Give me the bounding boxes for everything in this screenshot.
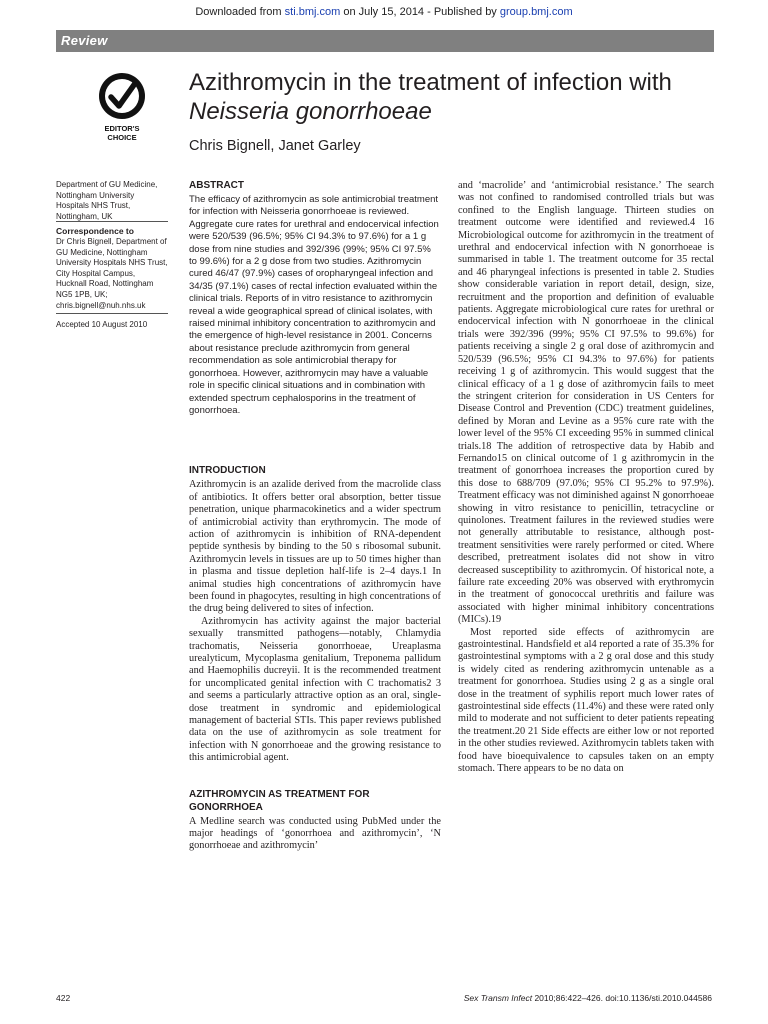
right-column-paragraph-2: Most reported side effects of azithromycin are gastrointestinal. Handsfield et al4 reported a rate of 35.3% for gastrointestinal symptoms with a 2 g oral dose and this study is widely cited as rendering azithromycin untenable as a treatment for gonorrhoea. Studies using 2 g as a single oral dose in the treatment of syphilis report much lower rates of gastrointestinal side effects (11.4%) and these were rated only mild to moderate and not sufficient to deter patients repeating the treatment.20 21 Side effects are either low or not reported in the other studies reviewed. Azithromycin tablets taken with food have bioequivalence to capsules taken on an empty stomach. There appears to be no data on xyxy=(458,626,714,775)
page-number: 422 xyxy=(56,993,71,1003)
introduction-heading: INTRODUCTION xyxy=(189,465,266,477)
checkmark-icon xyxy=(99,73,145,119)
title-line-2: Neisseria gonorrhoeae xyxy=(189,98,432,125)
article-title xyxy=(189,68,709,126)
accepted-date: Accepted 10 August 2010 xyxy=(56,320,148,329)
section-label: Review xyxy=(61,33,108,48)
download-notice: Downloaded from sti.bmj.com on July 15, 2014 - Published by group.bmj.com xyxy=(195,6,573,18)
journal-citation xyxy=(464,993,712,1003)
introduction-paragraph-1: Azithromycin is an azalide derived from the macrolide class of antibiotics. It offers better oral absorption, better tissue penetration, unique pharmacokinetics and a wider spectrum of antimicrobial activity than erythromycin. The mode of action of azithromycin is inhibition of RNA-dependent peptide synthesis by binding to the 50 s ribosomal subunit. Azithromycin levels in tissues are up to 50 times higher than in plasma and tissue depletion half-life is 2–4 days.1 In animal studies high concentrations of azithromycin have been found in phagocytes, resulting in high concentrations of the drug being delivered to sites of infection. xyxy=(189,479,441,615)
sidebar-divider xyxy=(56,221,168,222)
affiliation: Department of GU Medicine, Nottingham University Hospitals NHS Trust, Nottingham, UK xyxy=(56,180,158,221)
middle-column xyxy=(189,180,441,853)
right-column xyxy=(458,180,714,776)
sti-link[interactable]: sti.bmj.com xyxy=(284,6,341,18)
editors-choice-badge xyxy=(94,73,150,142)
right-column-paragraph-1: and ‘macrolide’ and ‘antimicrobial resistance.’ The search was not confined to randomised controlled trials but was confined to the English language. Thirteen studies on treatment outcome were identified and reviewed.4 16 Microbiological outcome for azithromycin in the treatment of urethral and endocervical infection with N gonorrhoeae is summarised in table 1. The treatment outcome for 35 rectal and 46 pharyngeal infections is presented in table 2. Studies show considerable variation in report detail, design, size, recruitment and the proportion and definition of evaluable patients. Aggregate microbiological cure rates for urethral or endocervical infection with N gonorrhoeae in the clinical trials were 392/396 (99%; 95% CI 97.5% to 99.6%) for patients receiving a single 2 g oral dose of azithromycin and 520/539 (96.5%; 95% CI 94.3% to 97.6%) for patients receiving 1 g of azithromycin. This would suggest that the clinical efficacy of a 1 g dose of azithromycin fails to meet the stringent criterion for consideration in US Centers for Disease Control and Prevention (CDC) treatment guidelines, defined by Moran and Levine as a 95% cure rate with the lower level of the 95% CI exceeding 95% in summed clinical trials.18 The addition of retrospective data by Habib and Fernando15 on clinical outcome of 1 g azithromycin in the treatment of gonorrhoea increases the proportion cured by this dose to 688/709 (97.0%; 95% CI 95.2% to 97.9%). Treatment efficacy was not diminished against N gonorrhoeae showing in vitro resistance to penicillin, tetracycline or quinolones. Treatment failures in the reviewed studies were not generally attributable to resistance, although post-treatment sensitivities were rarely performed or cited. Where described, pretreatment isolates did not show in vitro decreased susceptibility to azithromycin. Of historical note, a failure rate exceeding 20% was observed with erythromycin in the treatment of gonococcal urethritis and failure was associated with higher minimal inhibitory concentrations (MICs).19 xyxy=(458,180,714,626)
authors: Chris Bignell, Janet Garley xyxy=(189,138,361,154)
correspondence-address: Dr Chris Bignell, Department of GU Medicine, Nottingham University Hospitals NHS Trust, City Hospital Campus, Hucknall Road, Nottingham NG5 1PB, UK; chris.bignell@nuh.nhs.uk xyxy=(56,237,168,310)
journal-name: Sex Transm Infect xyxy=(463,993,533,1003)
azithromycin-section-paragraph: A Medline search was conducted using PubMed under the major headings of ‘gonorrhoea and azithromycin’, ‘N gonorrhoeae and azithromycin’ xyxy=(189,815,441,852)
badge-line-2: CHOICE xyxy=(107,133,137,142)
azithromycin-section-heading: AZITHROMYCIN AS TREATMENT FOR GONORRHOEA xyxy=(189,788,370,813)
correspondence-heading: Correspondence to xyxy=(56,226,134,236)
citation-details: 2010;86:422–426. doi:10.1136/sti.2010.044586 xyxy=(532,993,712,1003)
introduction-paragraph-2: Azithromycin has activity against the major bacterial sexually transmitted pathogens—notably, Chlamydia trachomatis, Neisseria gonorrhoeae, Ureaplasma urealyticum, Mycoplasma genitalium, Treponema pallidum and Haemophilis ducreyii. It is the recommended treatment for uncomplicated genital infection with C trachomatis2 3 and seems a particularly attractive option as an oral, single-dose treatment in syndromic and epidemiological management of bacterial STIs. This paper reviews published data on the use of azithromycin as sole treatment for infection with N gonorrhoeae and the growing resistance to this antimicrobial agent. xyxy=(189,615,441,764)
badge-line-1: EDITOR'S xyxy=(104,124,140,133)
sidebar-divider xyxy=(56,313,168,314)
abstract-text: The efficacy of azithromycin as sole antimicrobial treatment for infection with Neisseria gonorrhoeae is reviewed. Aggregate cure rates for urethral and endocervical infection were 520/539 (96.5%; 95% CI 94.3% to 97.6%) for a 1 g dose from nine studies and 392/396 (99%; 95% CI 97.5% to 99.6%) for a 2 g dose from two studies. Azithromycin cured 46/47 (97.9%) cases of oropharyngeal infection and 34/35 (97.1%) cases of rectal infection evaluated within the clinical trials. Reports of in vitro resistance to azithromycin reveal a wide geographical spread of clinical isolates, with raised minimal inhibitory concentration to azithromycin and the emergence of high-level resistance in 2001. Concerns about resistance preclude azithromycin from general recommendation as sole antimicrobial therapy for gonorrhoea. However, azithromycin may have a valuable role in specific clinical situations and in combination with extended spectrum cephalosporins in the treatment of gonorrhoea. xyxy=(189,194,439,416)
section-band xyxy=(56,30,714,52)
group-bmj-link[interactable]: group.bmj.com xyxy=(499,6,573,18)
abstract-heading: ABSTRACT xyxy=(189,180,244,191)
title-line-1: Azithromycin in the treatment of infection with xyxy=(189,69,672,96)
